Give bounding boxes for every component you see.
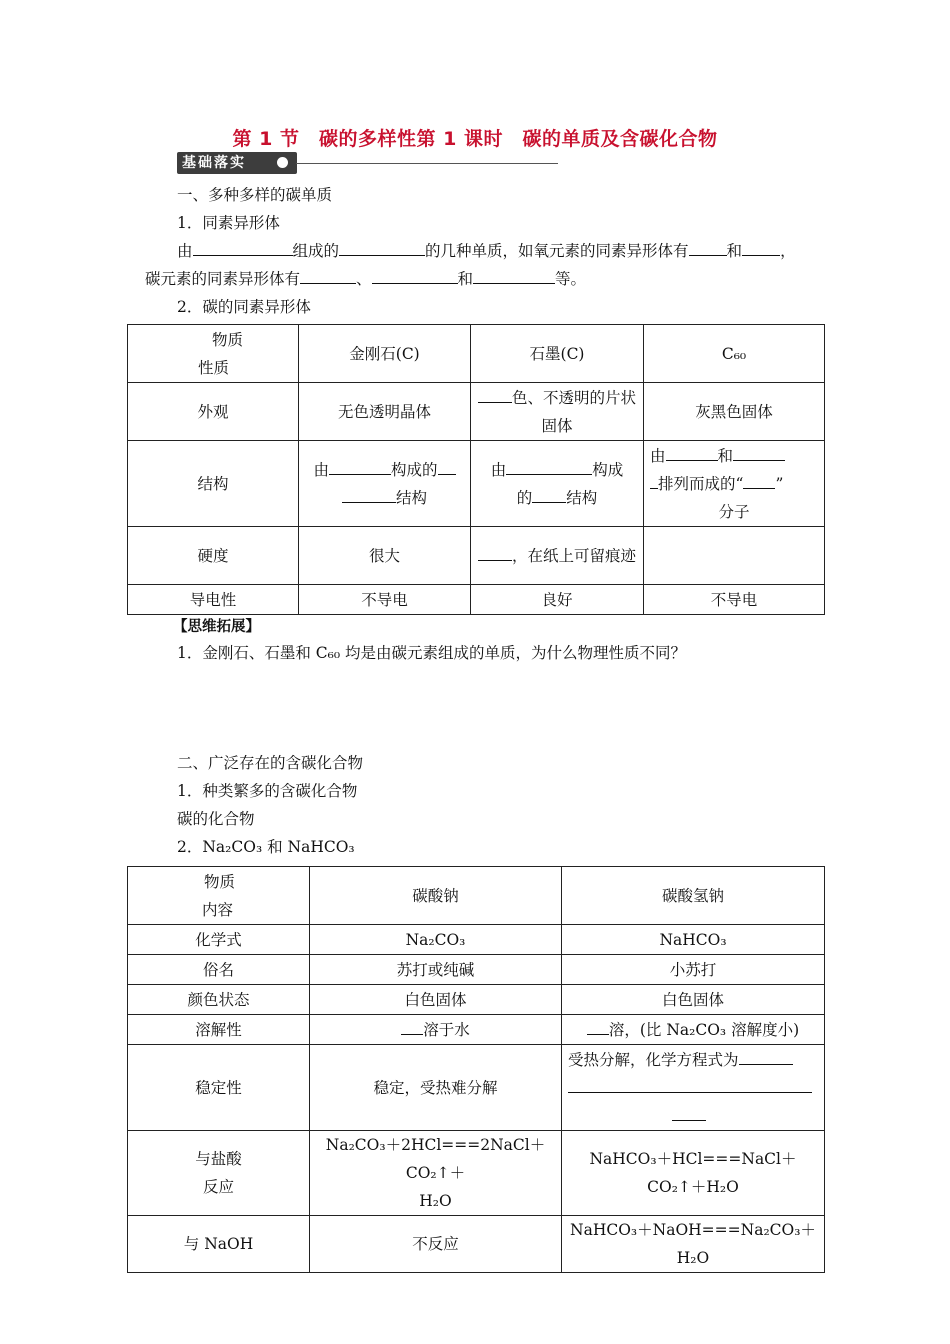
extension-question-1: 1．金刚石、石墨和 C₆₀ 均是由碳元素组成的单质，为什么物理性质不同？ <box>177 644 687 662</box>
section1-paragraph-line1 <box>177 236 796 266</box>
text: ， <box>780 242 796 260</box>
section1-item1: 1．同素异形体 <box>177 214 280 232</box>
table-cell: 白色固体 <box>562 985 825 1015</box>
table-cell <box>471 527 644 585</box>
row-label: 结构 <box>128 441 299 527</box>
table-cell: 不反应 <box>310 1216 562 1273</box>
table-cell: 稳定，受热难分解 <box>310 1045 562 1131</box>
fill-blank[interactable] <box>689 238 727 256</box>
table-row <box>128 585 825 615</box>
fill-blank[interactable] <box>650 471 658 489</box>
table-row <box>128 383 825 441</box>
fill-blank[interactable] <box>733 443 785 461</box>
fill-blank[interactable] <box>672 1103 706 1121</box>
row-label: 稳定性 <box>128 1045 310 1131</box>
cell-text: 色、不透明的片状固体 <box>511 388 636 435</box>
section1-item2: 2．碳的同素异形体 <box>177 298 311 316</box>
fill-blank[interactable] <box>743 471 775 489</box>
fill-blank[interactable] <box>742 238 780 256</box>
cell-text: 排列而成的“ <box>658 474 744 493</box>
cell-text: 溶于水 <box>423 1020 470 1039</box>
table-row <box>128 1045 825 1131</box>
row-label-line: 反应 <box>202 1178 234 1196</box>
fill-blank[interactable] <box>532 485 566 503</box>
table-cell <box>644 441 825 527</box>
table-cell: NaHCO₃＋HCl===NaCl＋CO₂↑＋H₂O <box>562 1131 825 1216</box>
cell-text: ，在纸上可留痕迹 <box>511 546 636 565</box>
cell-text: 构成的 <box>391 460 438 479</box>
fill-blank[interactable] <box>739 1047 793 1065</box>
table-cell <box>471 383 644 441</box>
badge-divider <box>296 163 558 164</box>
text: 由 <box>177 242 193 260</box>
fill-blank[interactable] <box>401 1017 423 1035</box>
row-label <box>128 1131 310 1216</box>
cell-text: 结构 <box>395 488 427 507</box>
table-cell <box>310 1131 562 1216</box>
section2-item2: 2．Na₂CO₃ 和 NaHCO₃ <box>177 838 355 856</box>
fill-blank[interactable] <box>372 266 458 284</box>
table-cell <box>644 527 825 585</box>
column-header: 金刚石(C) <box>299 325 471 383</box>
corner-header-cell <box>128 325 299 383</box>
column-header: 碳酸钠 <box>310 867 562 925</box>
fill-blank[interactable] <box>568 1075 812 1093</box>
table-cell: 苏打或纯碱 <box>310 955 562 985</box>
cell-text: 的 <box>516 488 533 507</box>
text: 组成的 <box>292 242 340 260</box>
row-label: 硬度 <box>128 527 299 585</box>
row-label: 化学式 <box>128 925 310 955</box>
cell-text: 受热分解，化学方程式为 <box>568 1050 739 1069</box>
fill-blank[interactable] <box>666 443 718 461</box>
section1-paragraph-line2 <box>145 264 586 294</box>
row-label: 溶解性 <box>128 1015 310 1045</box>
table-cell: 小苏打 <box>562 955 825 985</box>
table-row <box>128 867 825 925</box>
corner-header-cell <box>128 867 310 925</box>
text: 碳元素的同素异形体有 <box>145 270 301 288</box>
table-cell: NaHCO₃ <box>562 925 825 955</box>
table-cell <box>299 441 471 527</box>
fill-blank[interactable] <box>587 1017 609 1035</box>
fill-blank[interactable] <box>506 457 592 475</box>
sodium-carbonate-table <box>127 866 825 1273</box>
cell-text: ” <box>775 474 784 493</box>
cell-text: 由 <box>490 460 507 479</box>
corner-bottom: 性质 <box>198 358 230 377</box>
badge-dot-icon <box>277 157 288 168</box>
table-row <box>128 325 825 383</box>
row-label: 颜色状态 <box>128 985 310 1015</box>
fill-blank[interactable] <box>300 266 356 284</box>
row-label: 俗名 <box>128 955 310 985</box>
table-cell: 白色固体 <box>310 985 562 1015</box>
cell-text: Na₂CO₃＋2HCl===2NaCl＋CO₂↑＋ <box>325 1136 546 1182</box>
column-header: 石墨(C) <box>471 325 644 383</box>
fill-blank[interactable] <box>339 238 425 256</box>
text: 、 <box>356 270 372 288</box>
table-cell <box>562 1015 825 1045</box>
row-label: 导电性 <box>128 585 299 615</box>
cell-text: 由 <box>650 446 666 465</box>
table-row <box>128 1131 825 1216</box>
table-row <box>128 441 825 527</box>
table-cell: 不导电 <box>644 585 825 615</box>
column-header: C₆₀ <box>644 325 825 383</box>
table-row <box>128 1216 825 1273</box>
cell-text: 由 <box>313 460 329 479</box>
table-row <box>128 925 825 955</box>
cell-text: H₂O <box>419 1192 452 1210</box>
row-label-line: 与盐酸 <box>195 1150 242 1168</box>
cell-text: 结构 <box>566 488 598 507</box>
text: 的几种单质，如氧元素的同素异形体有 <box>425 242 689 260</box>
table-cell: 灰黑色固体 <box>644 383 825 441</box>
text: 等。 <box>555 270 587 288</box>
cell-text: 构成 <box>592 460 624 479</box>
fill-blank[interactable] <box>478 543 512 561</box>
badge-label: 基础落实 <box>182 155 246 171</box>
column-header: 碳酸氢钠 <box>562 867 825 925</box>
page-title: 第 1 节 碳的多样性第 1 课时 碳的单质及含碳化合物 <box>232 128 718 150</box>
fill-blank[interactable] <box>438 457 456 475</box>
section-badge <box>177 152 297 174</box>
section2-item1: 1．种类繁多的含碳化合物 <box>177 782 358 800</box>
carbon-allotropes-table <box>127 324 825 615</box>
table-cell <box>471 441 644 527</box>
text: 和 <box>457 270 474 288</box>
text: 和 <box>726 242 743 260</box>
row-label: 与 NaOH <box>128 1216 310 1273</box>
section2-heading: 二、广泛存在的含碳化合物 <box>177 754 364 772</box>
table-cell: 很大 <box>299 527 471 585</box>
cell-text: 和 <box>717 446 734 465</box>
table-cell: 良好 <box>471 585 644 615</box>
table-row <box>128 955 825 985</box>
table-row <box>128 1015 825 1045</box>
fill-blank[interactable] <box>342 485 396 503</box>
table-row <box>128 985 825 1015</box>
table-cell <box>562 1045 825 1131</box>
cell-text: 溶，(比 Na₂CO₃ 溶解度小) <box>608 1020 800 1039</box>
fill-blank[interactable] <box>329 457 391 475</box>
fill-blank[interactable] <box>478 385 512 403</box>
table-cell: NaHCO₃＋NaOH===Na₂CO₃＋H₂O <box>562 1216 825 1273</box>
table-cell <box>310 1015 562 1045</box>
section2-line1: 碳的化合物 <box>177 810 255 828</box>
fill-blank[interactable] <box>473 266 555 284</box>
table-cell: Na₂CO₃ <box>310 925 562 955</box>
extension-heading: 【思维拓展】 <box>173 618 260 635</box>
corner-bottom: 内容 <box>202 900 234 919</box>
fill-blank[interactable] <box>193 238 293 256</box>
section1-heading: 一、多种多样的碳单质 <box>177 186 333 204</box>
row-label: 外观 <box>128 383 299 441</box>
table-cell: 无色透明晶体 <box>299 383 471 441</box>
table-row <box>128 527 825 585</box>
corner-top: 物质 <box>212 330 244 349</box>
corner-top: 物质 <box>204 872 236 891</box>
table-cell: 不导电 <box>299 585 471 615</box>
cell-text: 分子 <box>718 502 750 521</box>
